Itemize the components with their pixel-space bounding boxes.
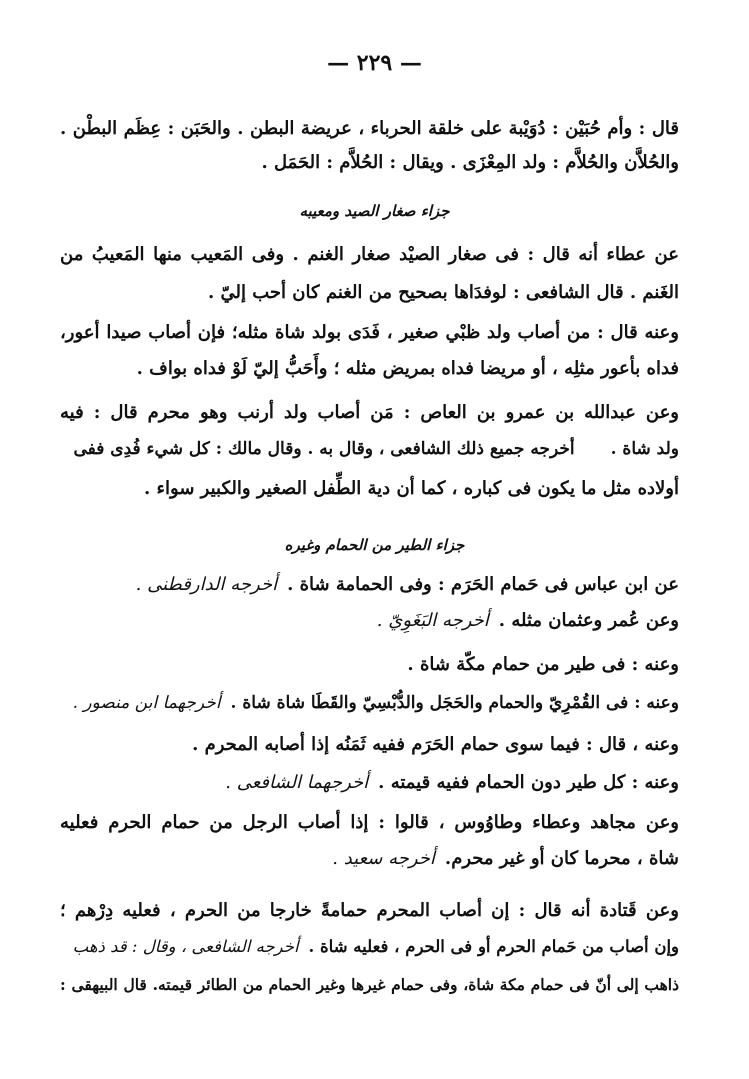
source-citation: أخرجه البَغَوِيّ . — [376, 610, 489, 631]
text-line-3: عن عطاء أنه قال : فى صغار الصيْد صغار الغنم . وفى المَعيب منها المَعيبُ من — [60, 244, 679, 265]
text-line-20: ذاهب إلى أنّ فى حمام مكة شاة، وفى حمام غيرها وغير الحمام من الطائر قيمته. قال البيهقى : — [60, 975, 679, 994]
text-line-17 — [60, 846, 679, 872]
text-line-16: وعن مجاهد وعطاء وطاوُوس ، قالوا : إذا أصاب الرجل من حمام الحرم فعليه — [60, 812, 679, 833]
text-segment: شاة ، محرما كان أو غير محرم. — [444, 848, 679, 869]
text-segment: وعنه : كل طير دون الحمام ففيه قيمته . — [378, 772, 679, 793]
section-heading-2: جزاء الطير من الحمام وغيره — [284, 536, 465, 554]
source-citation: أخرجه سعيد . — [332, 848, 435, 869]
source-citation: أخرجه الدارقطنى . — [135, 574, 278, 595]
text-line-9: أولاده مثل ما يكون فى كباره ، كما أن دية الطِّفل الصغير والكبير سواء . — [144, 478, 679, 499]
text-segment: وإن أصاب من حَمام الحرم أو فى الحرم ، فعليه شاة . — [308, 937, 679, 956]
text-line-15 — [60, 770, 679, 796]
text-line-11 — [60, 608, 679, 634]
text-segment: ولد شاة . — [610, 439, 679, 459]
text-line-7: وعن عبدالله بن عمرو بن العاص : مَن أصاب ولد أرنب وهو محرم قال : فيه — [60, 402, 679, 423]
text-line-13 — [60, 690, 679, 716]
text-line-14: وعنه ، قال : فيما سوى حمام الحَرَم ففيه ثَمَنُه إذا أصابه المحرم . — [192, 734, 679, 755]
text-line-10 — [60, 572, 679, 598]
section-heading-1: جزاء صغار الصيد ومعيبه — [299, 202, 450, 220]
text-line-5: وعنه قال : من أصاب ولد ظبْي صغير ، فَدَى بولد شاة مثله؛ فإن أصاب صيدا أعور، — [60, 322, 679, 343]
text-line-18: وعن قَتادة أنه قال : إن أصاب المحرم حمامةً خارجا من الحرم ، فعليه دِرْهم ؛ — [60, 900, 679, 921]
source-citation: أخرجهما الشافعى . — [225, 772, 369, 793]
text-segment: أخرجه جميع ذلك الشافعى ، وقال به . وقال مالك : كل شيء فُدِى ففى — [73, 439, 575, 459]
text-line-8 — [60, 436, 679, 462]
text-segment: وعن عُمر وعثمان مثله . — [498, 610, 679, 631]
text-segment: عن ابن عباس فى حَمام الحَرَم : وفى الحمامة شاة . — [287, 574, 679, 595]
text-line-1: قال : وأم حُبَيْن : دُوَيْبة على خلقة الحرباء ، عريضة البطن . والحَبَن : عِظَم البطْن . — [60, 118, 679, 139]
text-segment: وعنه : فى القُمْرِيّ والحمام والحَجَل والدُّبْسِيّ والقَطَا شاة شاة . — [230, 693, 679, 713]
text-line-6: فداه بأعور مثلِه ، أو مريضا فداه بمريض مثله ؛ وأَحَبُّ إليّ لَوْ فداه بواف . — [136, 358, 679, 379]
text-line-2: والحُلاَّن والحُلاَّم : ولد المِعْزَى . ويقال : الحُلاَّم : الحَمَل . — [261, 152, 679, 173]
text-line-12: وعنه : فى طير من حمام مكّة شاة . — [407, 654, 679, 675]
text-line-4: الغَنم . قال الشافعى : لوفدَاها بصحيح من الغنم كان أحب إليّ . — [207, 282, 679, 303]
page-number: — ٢٢٩ — — [327, 50, 422, 76]
source-citation: أخرجه الشافعى ، وقال : قد ذهب — [72, 937, 299, 956]
source-citation: أخرجهما ابن منصور . — [72, 693, 221, 713]
text-line-19 — [60, 934, 679, 960]
